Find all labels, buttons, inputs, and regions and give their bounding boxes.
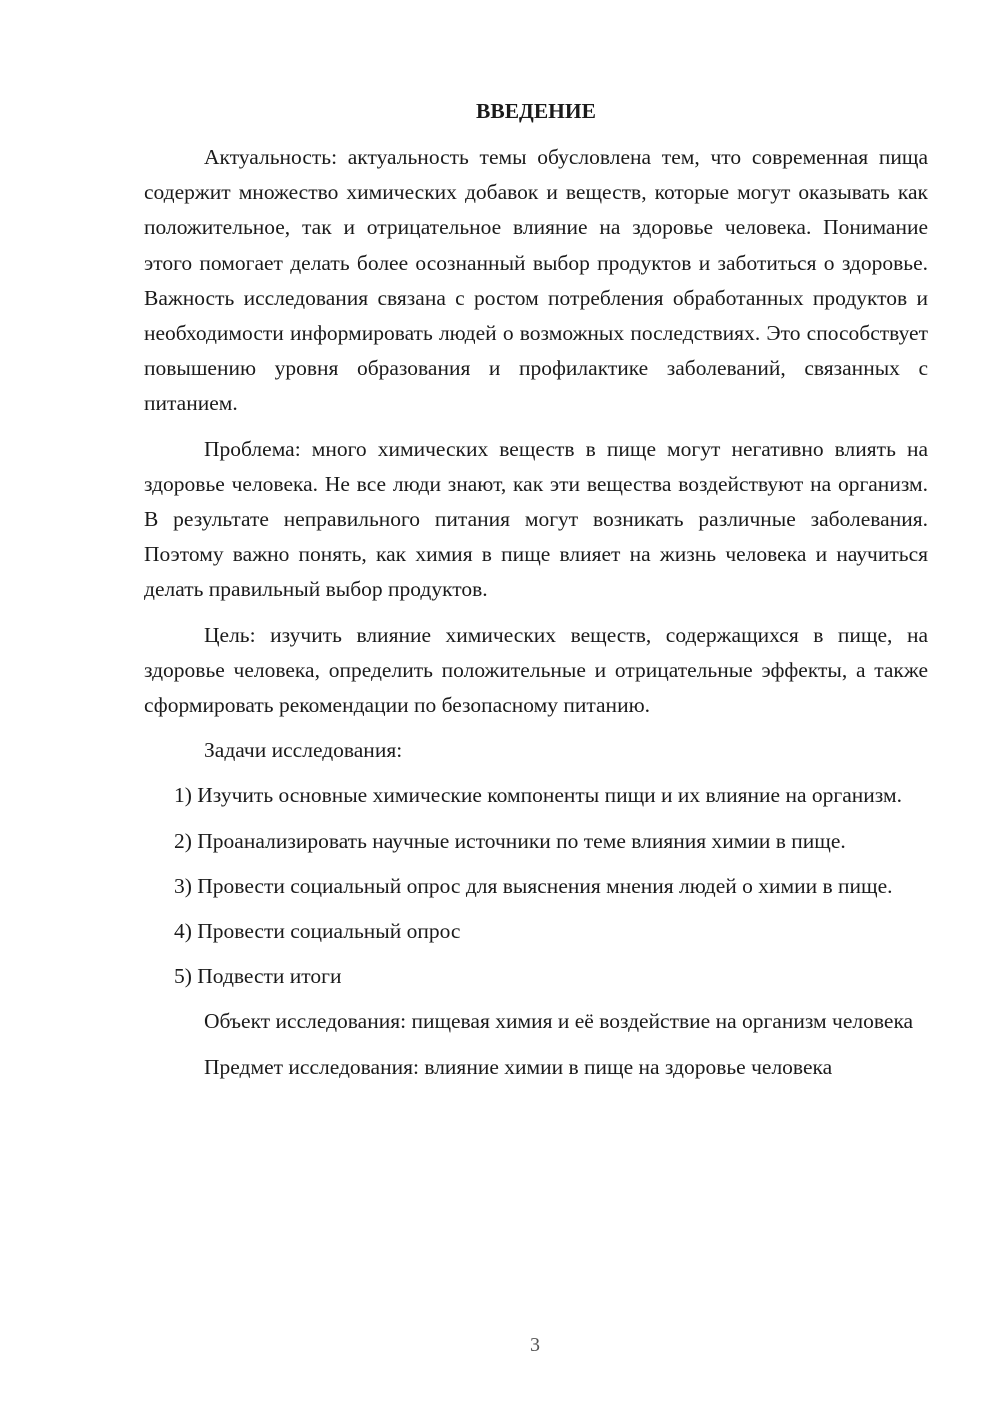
goal-paragraph: Цель: изучить влияние химических веществ, содержащихся в пище, на здоровье человека, определить положительные и отрицательные эффекты, а также сформировать рекомендации по безопасному питанию.	[144, 622, 928, 718]
problem-paragraph: Проблема: много химических веществ в пище могут негативно влиять на здоровье человека. Не все люди знают, как эти вещества воздействуют на организм. В результате неправильного питания могут возникать различные заболевания. Поэтому важно понять, как химия в пище влияет на жизнь человека и научиться делать правильный выбор продуктов.	[144, 436, 928, 602]
page-number: 3	[530, 1334, 540, 1356]
tasks-heading: Задачи исследования:	[204, 738, 403, 763]
task-item: 4) Провести социальный опрос	[174, 919, 461, 944]
task-item: 3) Провести социальный опрос для выяснения мнения людей о химии в пище.	[174, 873, 893, 898]
task-item: 2) Проанализировать научные источники по теме влияния химии в пище.	[174, 828, 846, 853]
document-page	[144, 95, 928, 1085]
relevance-paragraph: Актуальность: актуальность темы обусловлена тем, что современная пища содержит множество химических добавок и веществ, которые могут оказывать как положительное, так и отрицательное влияние на здоровье человека. Понимание этого помогает делать более осознанный выбор продуктов и заботиться о здоровье. Важность исследования связана с ростом потребления обработанных продуктов и необходимости информировать людей о возможных последствиях. Это способствует повышению уровня образования и профилактике заболеваний, связанных с питанием.	[144, 145, 928, 416]
subject-paragraph: Предмет исследования: влияние химии в пище на здоровье человека	[204, 1054, 833, 1079]
task-item: 1) Изучить основные химические компоненты пищи и их влияние на организм.	[174, 783, 902, 808]
page-title: ВВЕДЕНИЕ	[476, 99, 596, 123]
object-paragraph: Объект исследования: пищевая химия и её воздействие на организм человека	[204, 1009, 914, 1034]
task-item: 5) Подвести итоги	[174, 964, 342, 989]
